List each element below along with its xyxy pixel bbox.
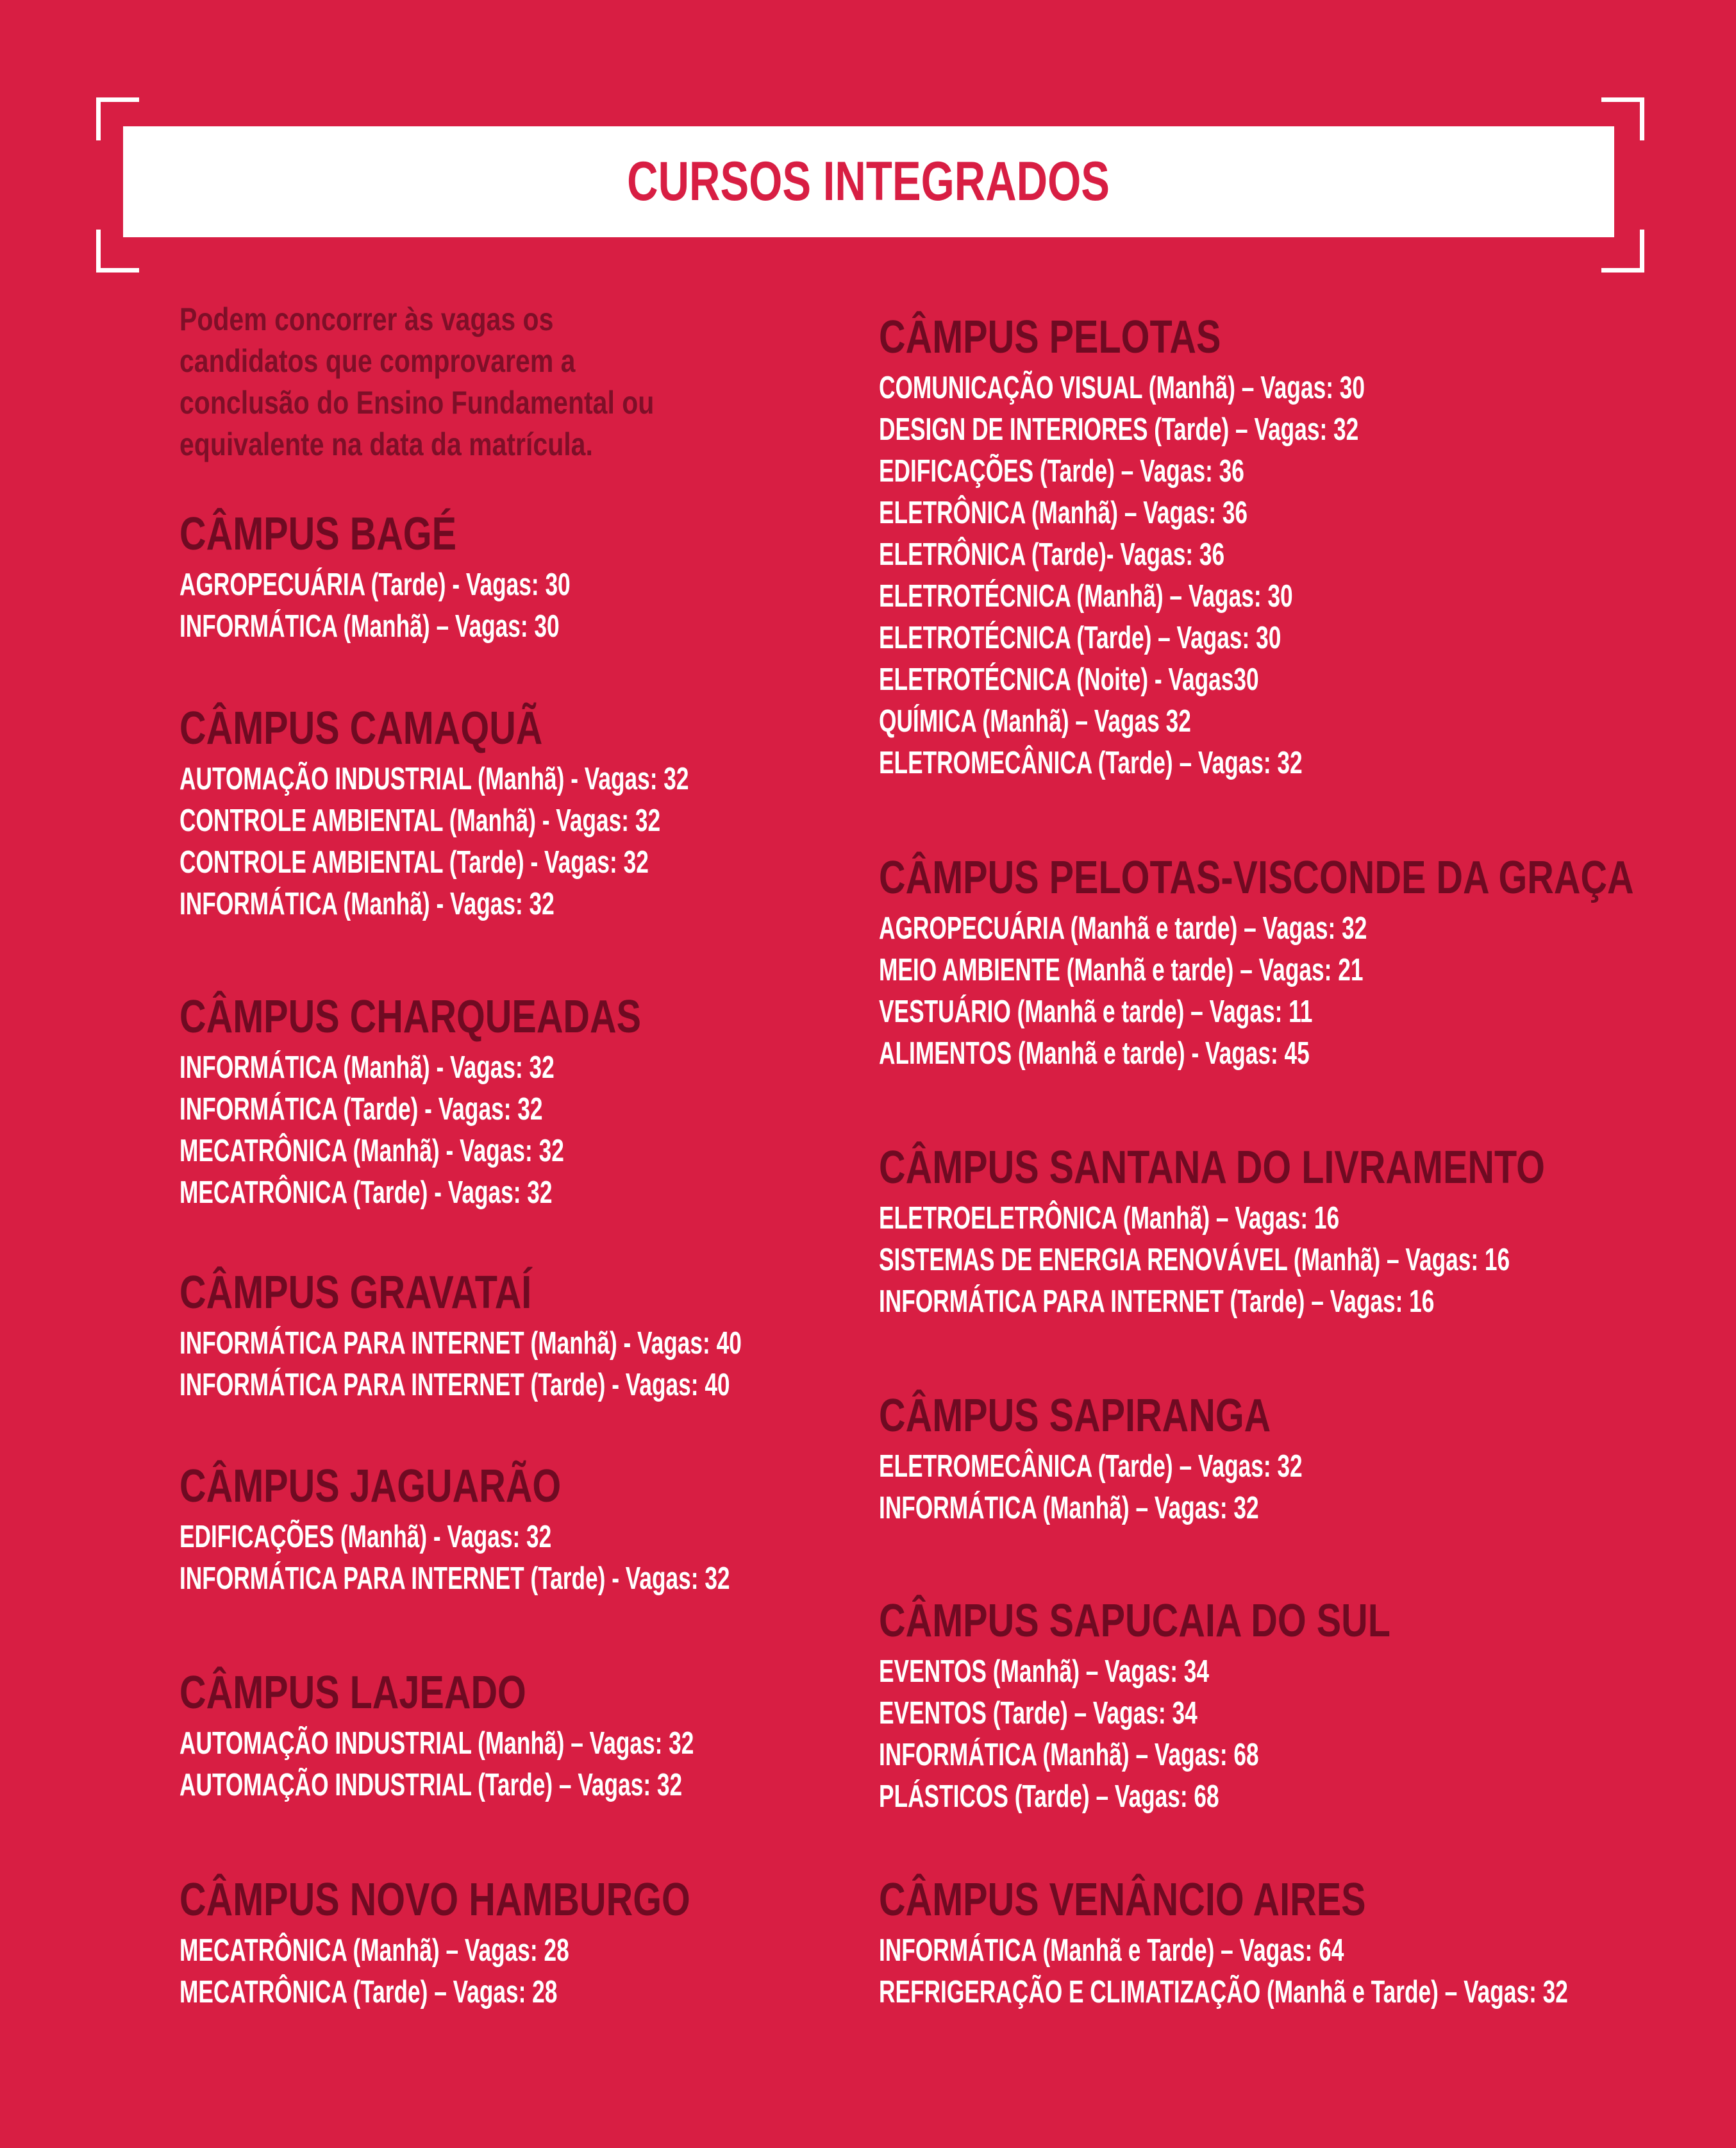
course-item: INFORMÁTICA (Manhã) – Vagas: 68 — [879, 1738, 1259, 1772]
course-item: ELETROMECÂNICA (Tarde) – Vagas: 32 — [879, 746, 1303, 780]
title-banner — [123, 126, 1614, 237]
course-list — [179, 1930, 818, 2013]
intro-text: Podem concorrer às vagas os candidatos que comprovarem a conclusão do Ensino Fundamental ou equivalente na data da matrícula. — [179, 301, 655, 462]
campus-name: CÂMPUS PELOTAS-VISCONDE DA GRAÇA — [879, 852, 1634, 903]
course-list — [179, 1323, 960, 1406]
course-item: ELETROELETRÔNICA (Manhã) – Vagas: 16 — [879, 1201, 1340, 1236]
course-item: INFORMÁTICA (Manhã e Tarde) – Vagas: 64 — [879, 1933, 1344, 1968]
course-list — [179, 564, 722, 648]
course-item: VESTUÁRIO (Manhã e tarde) – Vagas: 11 — [879, 994, 1313, 1029]
course-item: MECATRÔNICA (Tarde) – Vagas: 28 — [179, 1975, 558, 2010]
campus-name: CÂMPUS BAGÉ — [179, 508, 457, 560]
course-item: INFORMÁTICA (Manhã) – Vagas: 30 — [179, 609, 560, 644]
campus-section — [879, 1140, 1736, 1323]
course-item: ELETRÔNICA (Tarde)- Vagas: 36 — [879, 537, 1225, 572]
course-item: ALIMENTOS (Manhã e tarde) - Vagas: 45 — [879, 1036, 1310, 1071]
campus-section — [179, 507, 722, 648]
course-item: EDIFICAÇÕES (Manhã) - Vagas: 32 — [179, 1520, 552, 1554]
course-item: MECATRÔNICA (Manhã) - Vagas: 32 — [179, 1134, 564, 1168]
course-item: AUTOMAÇÃO INDUSTRIAL (Tarde) – Vagas: 32 — [179, 1768, 683, 1802]
course-item: DESIGN DE INTERIORES (Tarde) – Vagas: 32 — [879, 412, 1359, 447]
page-title: CURSOS INTEGRADOS — [627, 151, 1110, 212]
course-item: INFORMÁTICA PARA INTERNET (Tarde) - Vagas: 40 — [179, 1368, 730, 1402]
course-item: AGROPECUÁRIA (Manhã e tarde) – Vagas: 32 — [879, 911, 1367, 946]
campus-name: CÂMPUS CHARQUEADAS — [179, 991, 642, 1043]
campus-name: CÂMPUS CAMAQUÃ — [179, 703, 543, 754]
campus-name: CÂMPUS SAPIRANGA — [879, 1390, 1271, 1441]
campus-name: CÂMPUS LAJEADO — [179, 1667, 526, 1718]
course-item: CONTROLE AMBIENTAL (Tarde) - Vagas: 32 — [179, 845, 649, 880]
course-list — [879, 908, 1736, 1075]
campus-section — [179, 989, 756, 1214]
campus-name: CÂMPUS SAPUCAIA DO SUL — [879, 1595, 1390, 1647]
course-item: INFORMÁTICA PARA INTERNET (Tarde) – Vagas: 16 — [879, 1284, 1435, 1319]
course-list — [879, 1198, 1736, 1323]
course-item: INFORMÁTICA (Manhã) - Vagas: 32 — [179, 887, 555, 921]
campus-section — [179, 1872, 818, 2013]
course-item: ELETROTÉCNICA (Tarde) – Vagas: 30 — [879, 621, 1281, 655]
course-item: ELETRÔNICA (Manhã) – Vagas: 36 — [879, 496, 1248, 530]
campus-name: CÂMPUS PELOTAS — [879, 312, 1221, 363]
course-item: QUÍMICA (Manhã) – Vagas 32 — [879, 704, 1191, 739]
course-item: AUTOMAÇÃO INDUSTRIAL (Manhã) - Vagas: 32 — [179, 762, 689, 796]
course-list — [879, 367, 1554, 784]
course-item: EVENTOS (Manhã) – Vagas: 34 — [879, 1654, 1210, 1689]
campus-section — [179, 1459, 944, 1600]
course-item: EDIFICAÇÕES (Tarde) – Vagas: 36 — [879, 454, 1244, 489]
campus-section — [879, 310, 1554, 784]
campus-name: CÂMPUS SANTANA DO LIVRAMENTO — [879, 1142, 1545, 1193]
course-item: COMUNICAÇÃO VISUAL (Manhã) – Vagas: 30 — [879, 371, 1365, 405]
campus-section — [179, 1665, 894, 1806]
course-item: ELETROMECÂNICA (Tarde) – Vagas: 32 — [879, 1449, 1303, 1484]
course-list — [879, 1651, 1518, 1818]
campus-name: CÂMPUS NOVO HAMBURGO — [179, 1874, 690, 1926]
course-list — [879, 1930, 1736, 2013]
course-item: INFORMÁTICA (Manhã) – Vagas: 32 — [879, 1491, 1259, 1525]
course-list — [179, 1516, 944, 1600]
campus-name: CÂMPUS VENÂNCIO AIRES — [879, 1874, 1366, 1926]
course-item: CONTROLE AMBIENTAL (Manhã) - Vagas: 32 — [179, 803, 661, 838]
campus-section — [179, 1265, 960, 1406]
course-item: MECATRÔNICA (Manhã) – Vagas: 28 — [179, 1933, 569, 1968]
course-item: ELETROTÉCNICA (Noite) - Vagas30 — [879, 662, 1259, 697]
course-item: INFORMÁTICA (Tarde) - Vagas: 32 — [179, 1092, 543, 1127]
course-item: INFORMÁTICA (Manhã) - Vagas: 32 — [179, 1050, 555, 1085]
course-item: INFORMÁTICA PARA INTERNET (Manhã) - Vagas: 40 — [179, 1326, 742, 1361]
course-list — [179, 1723, 894, 1806]
course-item: SISTEMAS DE ENERGIA RENOVÁVEL (Manhã) – Vagas: 16 — [879, 1243, 1510, 1277]
course-item: REFRIGERAÇÃO E CLIMATIZAÇÃO (Manhã e Tarde) – Vagas: 32 — [879, 1975, 1568, 2010]
campus-section — [179, 701, 887, 925]
course-list — [179, 1047, 756, 1214]
course-item: MEIO AMBIENTE (Manhã e tarde) – Vagas: 21 — [879, 953, 1364, 987]
course-item: EVENTOS (Tarde) – Vagas: 34 — [879, 1696, 1198, 1731]
course-list — [879, 1446, 1467, 1529]
campus-section — [879, 850, 1736, 1075]
course-item: PLÁSTICOS (Tarde) – Vagas: 68 — [879, 1779, 1219, 1814]
campus-name: CÂMPUS GRAVATAÍ — [179, 1267, 532, 1318]
course-item: AGROPECUÁRIA (Tarde) - Vagas: 30 — [179, 567, 571, 602]
course-item: MECATRÔNICA (Tarde) - Vagas: 32 — [179, 1175, 553, 1210]
campus-section — [879, 1872, 1736, 2013]
course-item: ELETROTÉCNICA (Manhã) – Vagas: 30 — [879, 579, 1293, 614]
campus-section — [879, 1593, 1518, 1818]
course-list — [179, 759, 887, 925]
course-item: AUTOMAÇÃO INDUSTRIAL (Manhã) – Vagas: 32 — [179, 1726, 694, 1761]
campus-section — [879, 1388, 1467, 1529]
campus-name: CÂMPUS JAGUARÃO — [179, 1461, 562, 1512]
course-item: INFORMÁTICA PARA INTERNET (Tarde) - Vagas: 32 — [179, 1561, 730, 1596]
